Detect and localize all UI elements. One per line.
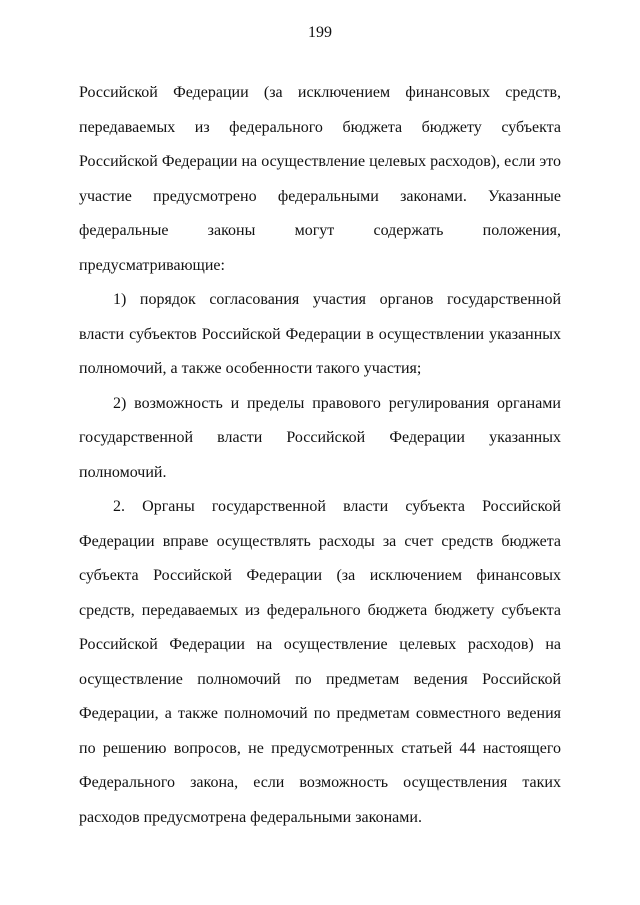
paragraph-item-2: 2) возможность и пределы правового регулирования органами государственной власти Российской Федерации указанных полномочий. [79,394,561,481]
paragraph-continuation: Российской Федерации (за исключением финансовых средств, передаваемых из федерального бюджета бюджету субъекта Российской Федерации на осуществление целевых расходов), если это участие предусмотрено федеральными законами. Указанные федеральные законы могут содержать положения, предусматривающие: [79,84,561,274]
paragraph-item-1: 1) порядок согласования участия органов государственной власти субъектов Российской Федерации в осуществлении указанных полномочий, а также особенности такого участия; [79,291,561,377]
document-body [79,76,561,835]
page-number: 199 [308,24,332,41]
paragraph-clause-2: 2. Органы государственной власти субъекта Российской Федерации вправе осуществлять расходы за счет средств бюджета субъекта Российской Федерации (за исключением финансовых средств, передаваемых из федерального бюджета бюджету субъекта Российской Федерации на осуществление целевых расходов) на осуществление полномочий по предметам ведения Российской Федерации, а также полномочий по предметам совместного ведения по решению вопросов, не предусмотренных статьей 44 настоящего Федерального закона, если возможность осуществления таких расходов предусмотрена федеральными законами. [79,498,561,826]
